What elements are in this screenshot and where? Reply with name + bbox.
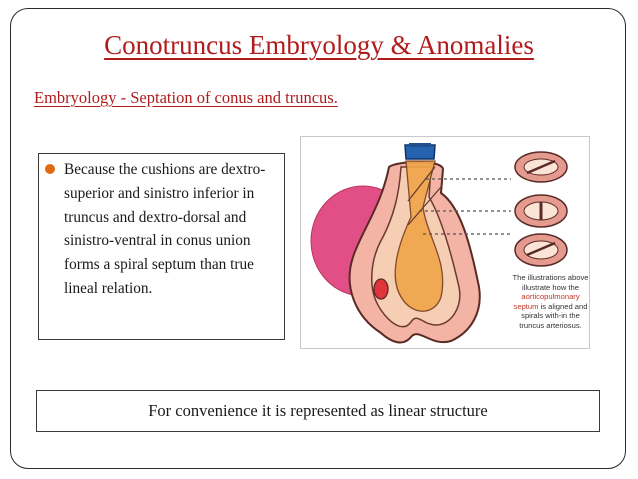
caption-highlight: aorticopulmonary septum <box>513 292 580 311</box>
cross-section-3 <box>515 234 567 266</box>
bullet-text-box <box>38 153 285 340</box>
top-cap <box>405 145 435 159</box>
caption-part-2: is aligned and spirals with-in the truncus arteriosus. <box>519 301 588 330</box>
figure-caption <box>509 273 592 331</box>
cross-section-1 <box>515 152 567 182</box>
slide-subtitle: Embryology - Septation of conus and truncus. <box>34 88 338 107</box>
cross-section-2 <box>515 195 567 227</box>
bullet-text: Because the cushions are dextro-superior and sinistro inferior in truncus and dextro-dorsal and sinistro-ventral in conus union forms a spiral septum than true lineal relation. <box>64 161 266 297</box>
caption-part-1: The illustrations above illustrate how the <box>512 273 589 292</box>
note-box <box>36 390 600 432</box>
bullet-dot-icon <box>45 164 55 174</box>
red-oval <box>374 279 388 299</box>
note-text: For convenience it is represented as linear structure <box>148 401 488 420</box>
slide-title: Conotruncus Embryology & Anomalies <box>104 30 534 60</box>
